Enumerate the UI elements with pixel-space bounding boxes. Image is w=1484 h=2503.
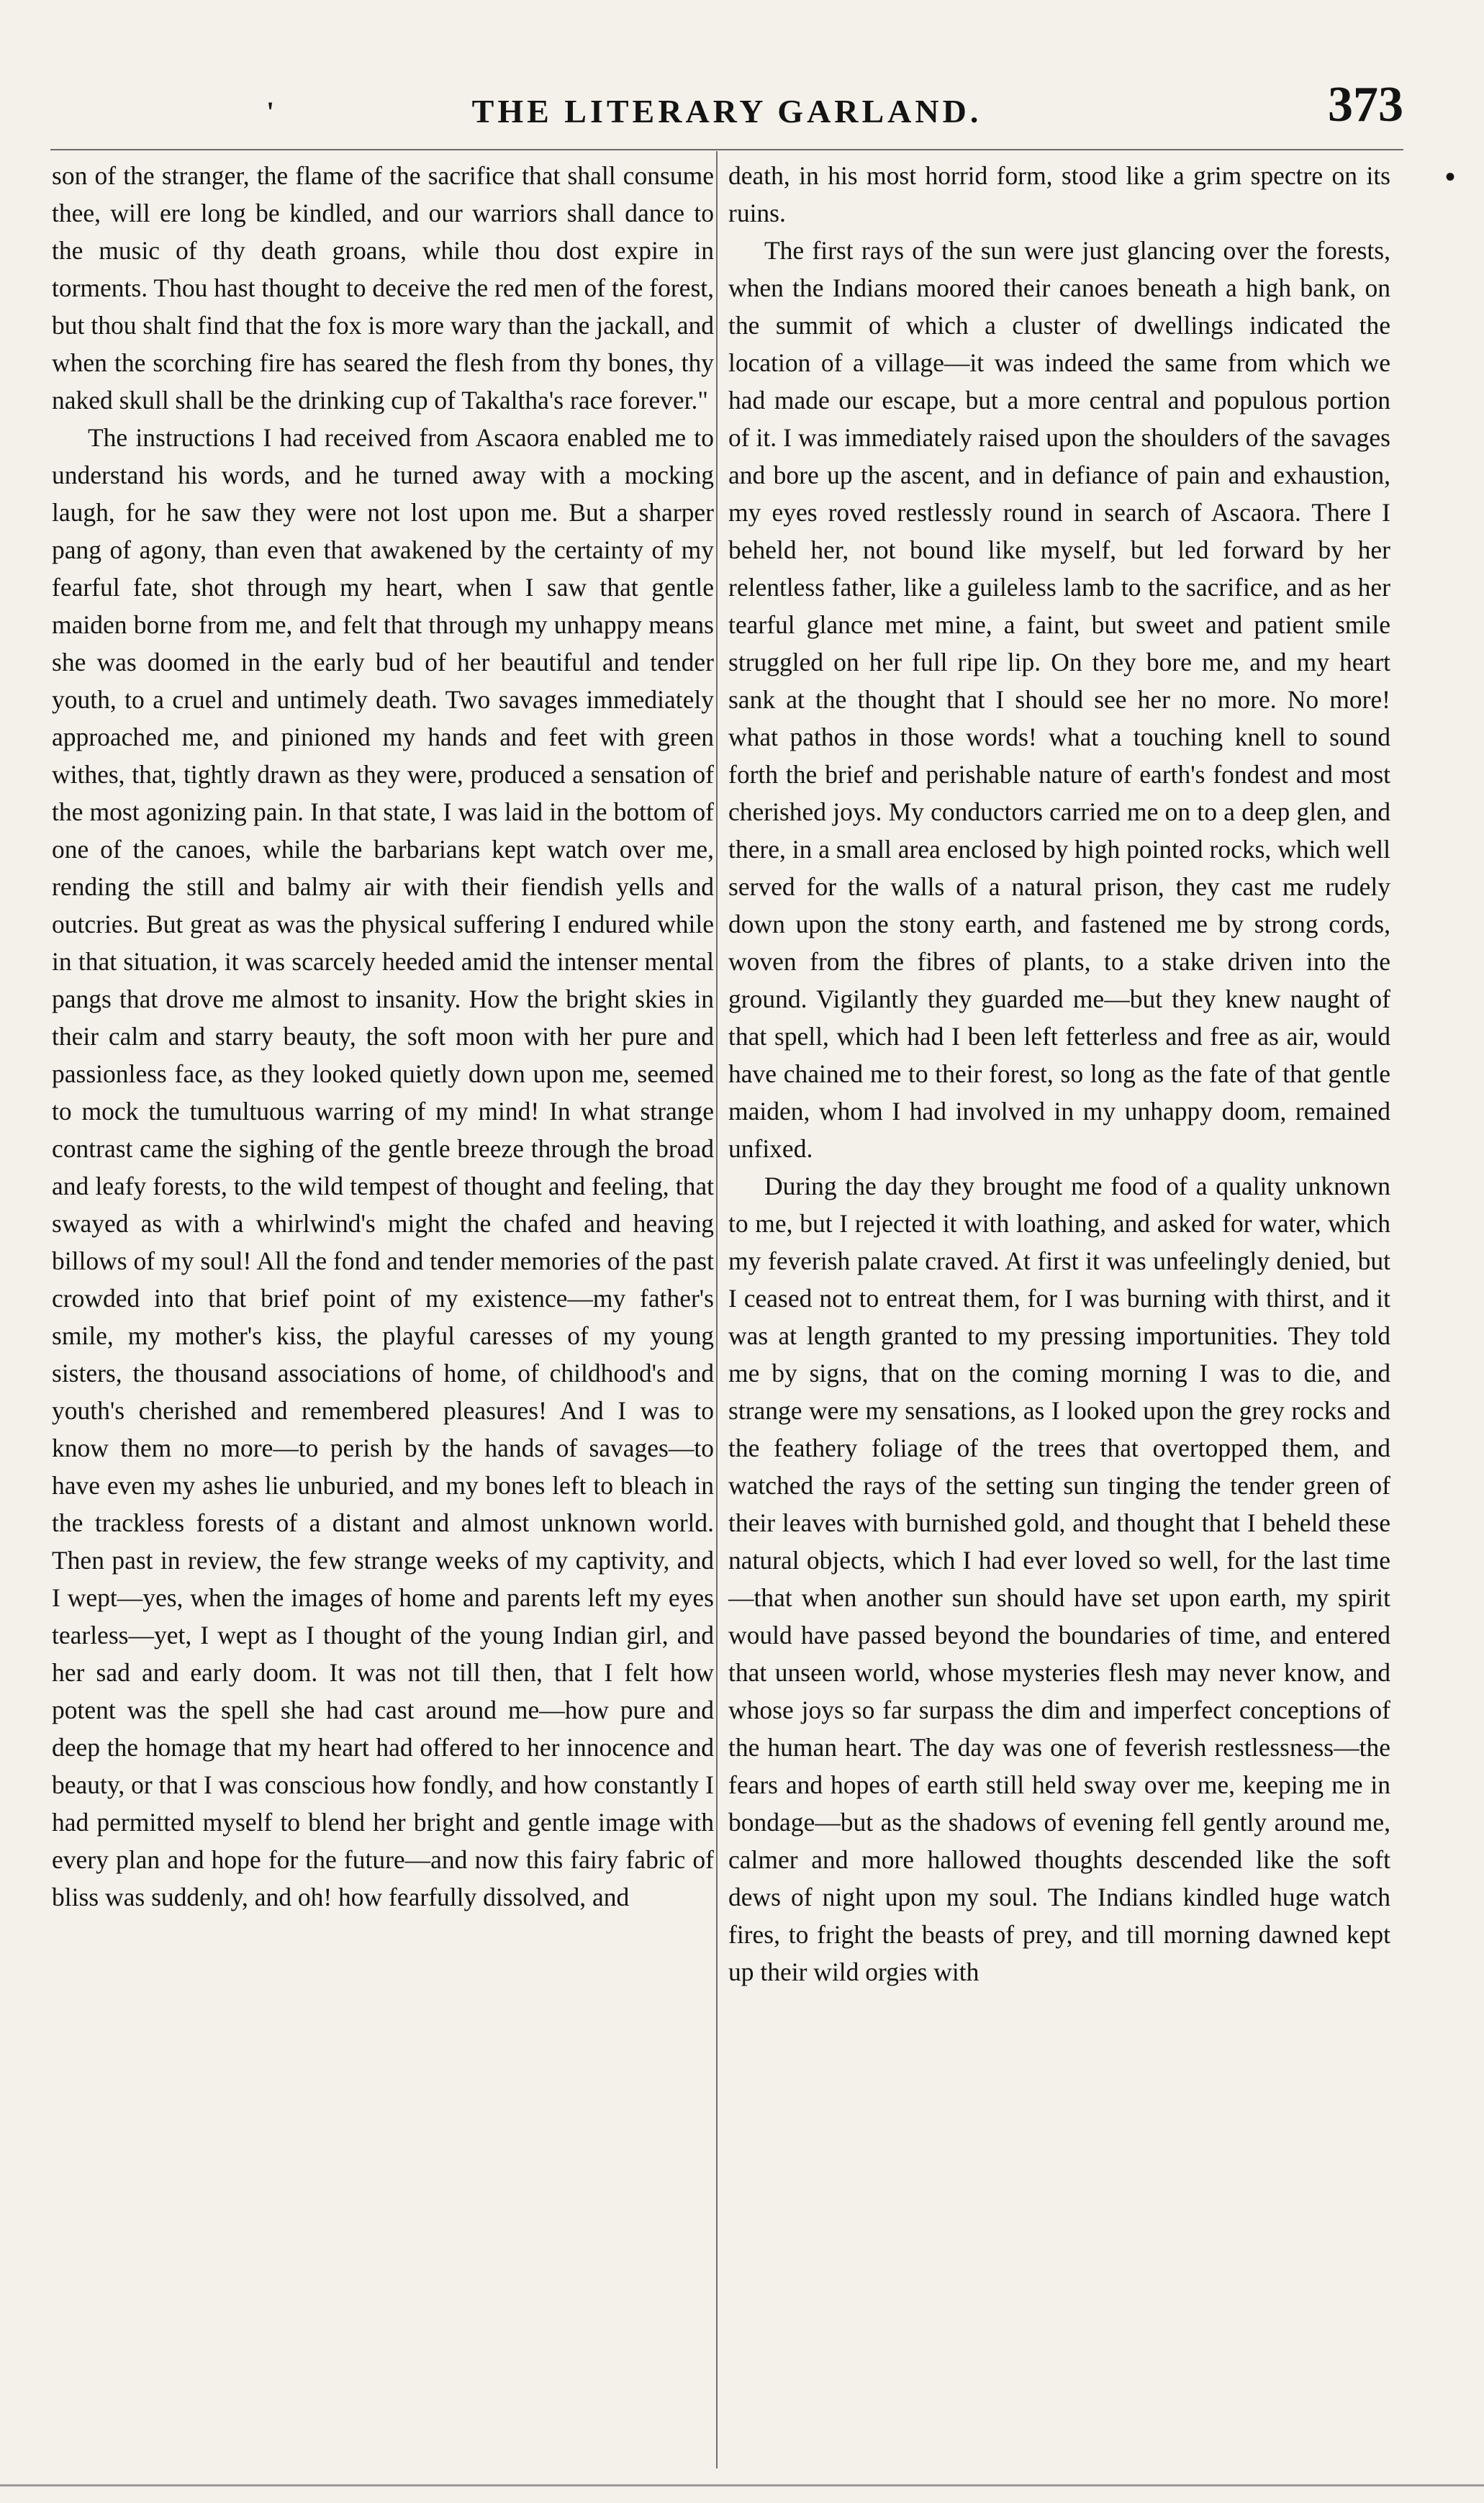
page-number: 373 (1328, 77, 1403, 132)
paragraph: death, in his most horrid form, stood like a grim spectre on its ruins. (728, 161, 1390, 227)
paragraph: During the day they brought me food of a quality unknown to me, but I rejected it with loathing, and asked for water, which my feverish palate craved. At first it was unfeelingly denied, but I ceased not to entreat them, for I was burning with thirst, and it was at length granted to my pressing importunities. They told me by signs, that on the coming morning I was to die, and strange were my sensations, as I looked upon the grey rocks and the feathery foliage of the trees that overtopped them, and watched the rays of the setting sun tinging the tender green of their leaves with burnished gold, and thought that I beheld these natural objects, which I had ever loved so well, for the last time—that when another sun should have set upon earth, my spirit would have passed beyond the boundaries of time, and entered that unseen world, whose mysteries flesh may never know, and whose joys so far surpass the dim and imperfect conceptions of the human heart. The day was one of feverish restlessness—the fears and hopes of earth still held sway over me, keeping me in bondage—but as the shadows of evening fell gently around me, calmer and more hallowed thoughts descended like the soft dews of night upon my soul. The Indians kindled huge watch fires, to fright the beasts of prey, and till morning dawned kept up their wild orgies with (728, 1172, 1390, 1986)
header-mark: ' (266, 96, 275, 128)
journal-title: THE LITERARY GARLAND. (471, 93, 982, 130)
left-column (52, 157, 714, 1916)
paragraph: The first rays of the sun were just glancing over the forests, when the Indians moored their canoes beneath a high bank, on the summit of which a cluster of dwellings indicated the location of a village—it was indeed the same from which we had made our escape, but a more central and populous portion of it. I was immediately raised upon the shoulders of the savages and bore up the ascent, and in defiance of pain and exhaustion, my eyes roved restlessly round in search of Ascaora. There I beheld her, not bound like myself, but led forward by her relentless father, like a guileless lamb to the sacrifice, and as her tearful glance met mine, a faint, but sweet and patient smile struggled on her full ripe lip. On they bore me, and my heart sank at the thought that I should see her no more. No more! what pathos in those words! what a touching knell to sound forth the brief and perishable nature of earth's fondest and most cherished joys. My conductors carried me on to a deep glen, and there, in a small area enclosed by high pointed rocks, which well served for the walls of a natural prison, they cast me rudely down upon the stony earth, and fastened me by strong cords, woven from the fibres of plants, to a stake driven into the ground. Vigilantly they guarded me—but they knew naught of that spell, which had I been left fetterless and free as air, would have chained me to their forest, so long as the fate of that gentle maiden, whom I had involved in my unhappy doom, remained unfixed. (728, 236, 1390, 1163)
paragraph: The instructions I had received from Ascaora enabled me to understand his words, and he turned away with a mocking laugh, for he saw they were not lost upon me. But a sharper pang of agony, than even that awakened by the certainty of my fearful fate, shot through my heart, when I saw that gentle maiden borne from me, and felt that through my unhappy means she was doomed in the early bud of her beautiful and tender youth, to a cruel and untimely death. Two savages immediately approached me, and pinioned my hands and feet with green withes, that, tightly drawn as they were, produced a sensation of the most agonizing pain. In that state, I was laid in the bottom of one of the canoes, while the barbarians kept watch over me, rending the still and balmy air with their fiendish yells and outcries. But great as was the physical suffering I endured while in that situation, it was scarcely heeded amid the intenser mental pangs that drove me almost to insanity. How the bright skies in their calm and starry beauty, the soft moon with her pure and passionless face, as they looked quietly down upon me, seemed to mock the tumultuous warring of my mind! In what strange contrast came the sighing of the gentle breeze through the broad and leafy forests, to the wild tempest of thought and feeling, that swayed as with a whirlwind's might the chafed and heaving billows of my soul! All the fond and tender memories of the past crowded into that brief point of my existence—my father's smile, my mother's kiss, the playful caresses of my young sisters, the thousand associations of home, of childhood's and youth's cherished and remembered pleasures! And I was to know them no more—to perish by the hands of savages—to have even my ashes lie unburied, and my bones left to bleach in the trackless forests of a distant and almost unknown world. Then past in review, the few strange weeks of my captivity, and I wept—yes, when the images of home and parents left my eyes tearless—yet, I wept as I thought of the young Indian girl, and her sad and early doom. It was not till then, that I felt how potent was the spell she had cast around me—how pure and deep the homage that my heart had offered to her innocence and beauty, or that I was conscious how fondly, and how constantly I had permitted myself to blend her bright and gentle image with every plan and hope for the future—and now this fairy fabric of bliss was suddenly, and oh! how fearfully dissolved, and (52, 423, 714, 1911)
header-rule (50, 149, 1403, 150)
stray-mark: • (1445, 160, 1456, 193)
running-header (50, 72, 1403, 137)
column-divider (716, 151, 718, 2468)
right-column (728, 157, 1390, 1991)
page-bottom-edge (0, 2484, 1484, 2486)
paragraph: son of the stranger, the flame of the sacrifice that shall consume thee, will ere long be kindled, and our warriors shall dance to the music of thy death groans, while thou dost expire in torments. Thou hast thought to deceive the red men of the forest, but thou shalt find that the fox is more wary than the jackall, and when the scorching fire has seared the flesh from thy bones, thy naked skull shall be the drinking cup of Takaltha's race forever." (52, 161, 714, 415)
